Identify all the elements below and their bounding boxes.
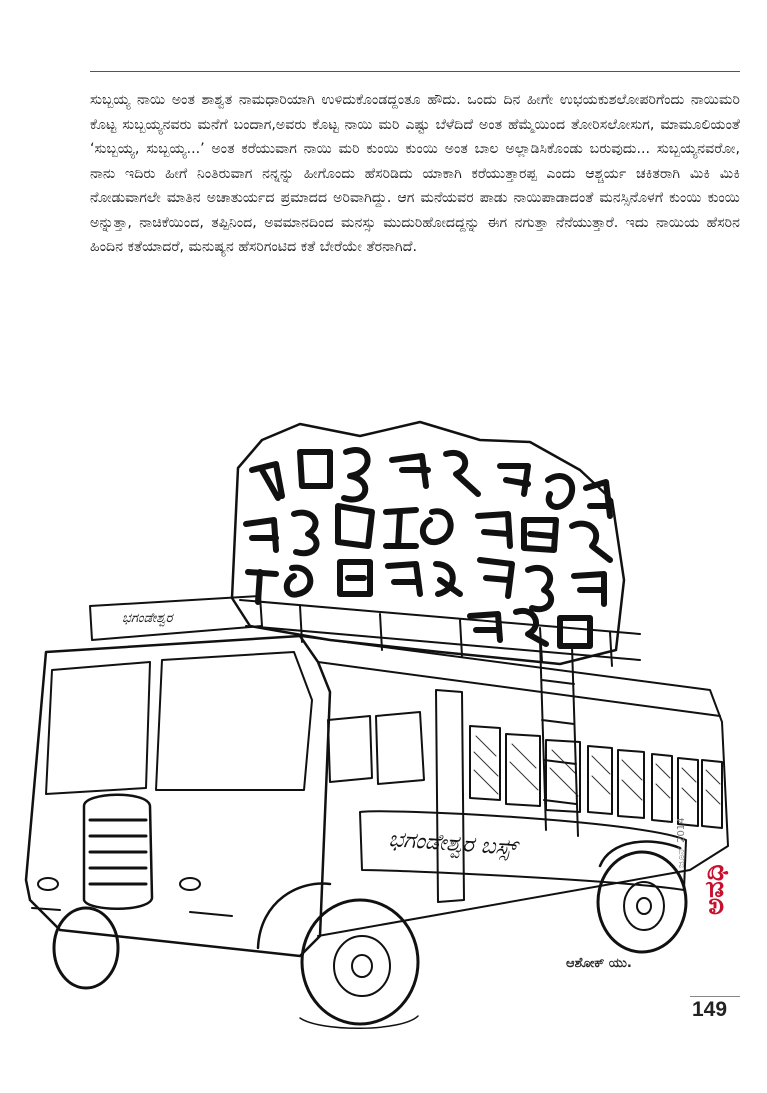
footer-rule [690, 996, 740, 997]
illustrator-credit: ಆಶೋಕ್ ಯು. [566, 956, 632, 971]
page-number: 149 [692, 998, 728, 1021]
roof-sign-text: ಭಗಂಡೇಶ್ವರ [122, 611, 173, 626]
bus-body [26, 636, 728, 956]
issue-date: ಜೂನ್ 2014 [676, 817, 687, 868]
article-paragraph: ಸುಬ್ಬಯ್ಯ ನಾಯಿ ಅಂತ ಶಾಶ್ವತ ನಾಮಧಾರಿಯಾಗಿ ಉಳಿದುಕೊಂಡದ್ದಂತೂ ಹೌದು. ಒಂದು ದಿನ ಹೀಗೇ ಉಭಯಕುಶಲೋಪರಿಗೆಂದು ನಾಯಿಮರಿ ಕೊಟ್ಟ ಸುಬ್ಬಯ್ಯನವರು ಮನೆಗೆ ಬಂದಾಗ,ಅವರು ಕೊಟ್ಟ ನಾಯಿ ಮರಿ ಎಷ್ಟು ಬೆಳೆದಿದೆ ಅಂತ ಹೆಮ್ಮೆಯಿಂದ ತೋರಿಸಲೋಸುಗ, ಮಾಮೂಲಿಯಂತೆ ‘ಸುಬ್ಬಯ್ಯ, ಸುಬ್ಬಯ್ಯ...’ ಅಂತ ಕರೆಯುವಾಗ ನಾಯಿ ಮರಿ ಕುಂಯಿ ಕುಂಯಿ ಅಂತ ಬಾಲ ಅಲ್ಲಾಡಿಸಿಕೊಂಡು ಬರುವುದು... ಸುಬ್ಬಯ್ಯನವರೋ, ನಾನು ಇದಿರು ಹೀಗೆ ನಿಂತಿರುವಾಗ ನನ್ನನ್ನು ಹೀಗೊಂದು ಹೆಸರಿಡಿದು ಯಾಕಾಗಿ ಕರೆಯುತ್ತಾರಪ್ಪ ಎಂದು ಆಶ್ಚರ್ಯ ಚಕಿತರಾಗಿ ಮಿಕಿ ಮಿಕಿ ನೋಡುವಾಗಲೇ ಮಾತಿನ ಅಚಾತುರ್ಯದ ಪ್ರಮಾದದ ಅರಿವಾಗಿದ್ದು. ಆಗ ಮನೆಯವರ ಪಾಡು ನಾಯಿಪಾಡಾದಂತೆ ಮನಸ್ಸಿನೊಳಗೆ ಕುಂಯಿ ಕುಂಯಿ ಅನ್ನುತ್ತಾ, ನಾಚಿಕೆಯಿಂದ, ತಪ್ಪಿನಿಂದ, ಅವಮಾನದಿಂದ ಮನಸ್ಸು ಮುದುರಿಹೋದದ್ದನ್ನು ಈಗ ನಗುತ್ತಾ ನೆನೆಯುತ್ತಾರೆ. ಇದು ನಾಯಿಯ ಹೆಸರಿನ ಹಿಂದಿನ ಕತೆಯಾದರೆ, ಮನುಷ್ಯನ ಹೆಸರಿಗಂಟಿದ ಕತೆ ಬೇರೆಯೇ ತೆರನಾಗಿದೆ. [90, 92, 740, 255]
magazine-name: ಅವಧಿ [700, 864, 730, 915]
side-sign-text: ಭಗಂಡೇಶ್ವರ ಬಸ್ಸ್ [387, 827, 518, 861]
